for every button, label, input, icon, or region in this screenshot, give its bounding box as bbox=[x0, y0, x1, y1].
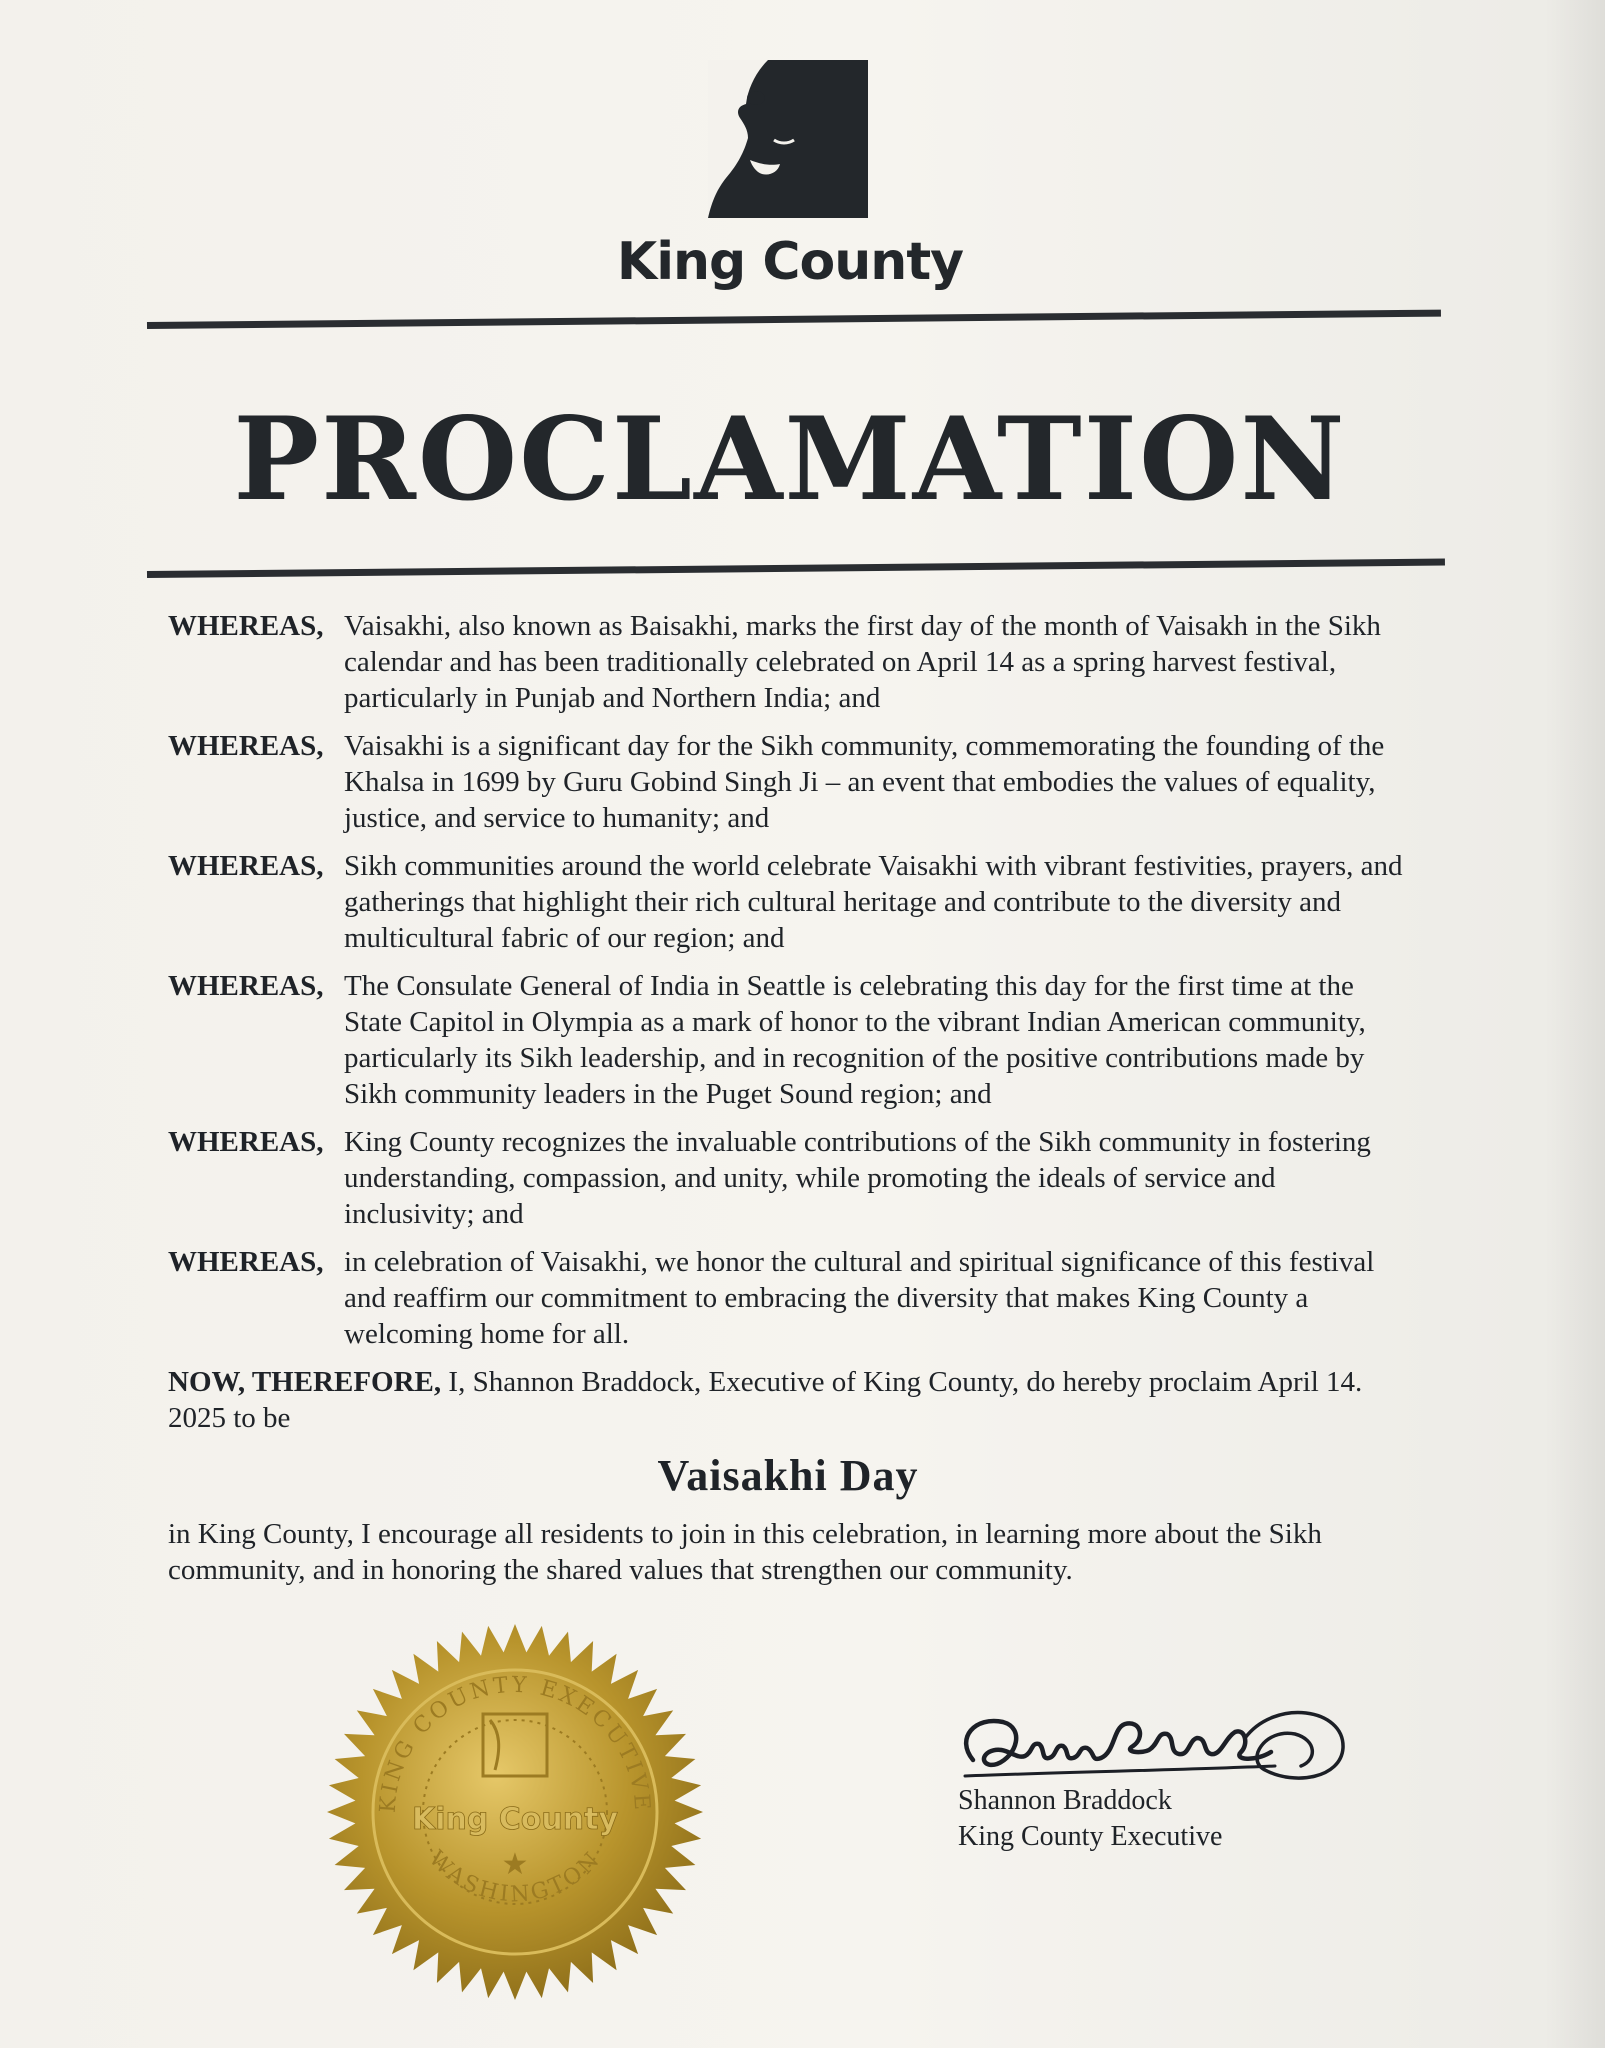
clause-text: The Consulate General of India in Seattle is celebrating this day for the first time at the State Capitol in Olympia as a mark of honor to the vibrant Indian American community, particularly its Sikh leadership, and in recognition of the positive contributions made by Sikh community leaders in the Puget Sound region; and bbox=[344, 970, 1366, 1110]
seal-top-text: KING COUNTY EXECUTIVE bbox=[375, 1672, 655, 1814]
top-divider bbox=[147, 310, 1441, 329]
now-therefore-keyword: NOW, THEREFORE, bbox=[168, 1366, 442, 1398]
clause-keyword: WHEREAS, bbox=[168, 1246, 324, 1278]
clause-keyword: WHEREAS, bbox=[168, 610, 324, 642]
seal-bottom-text: WASHINGTON bbox=[423, 1846, 607, 1908]
whereas-clause bbox=[168, 728, 1408, 836]
clause-text: Vaisakhi, also known as Baisakhi, marks the first day of the month of Vaisakh in the Sikh calendar and has been traditionally celebrated on April 14 as a spring harvest festival, particularly in Punjab and Northern India; and bbox=[344, 610, 1381, 714]
closing-paragraph: in King County, I encourage all residents to join in this celebration, in learning more about the Sikh community, and in honoring the shared values that strengthen our community. bbox=[168, 1518, 1322, 1586]
paper-edge-shadow bbox=[1545, 0, 1605, 2048]
gold-seal-icon bbox=[325, 1622, 705, 2002]
proclamation-body bbox=[168, 608, 1408, 1588]
seal-center-text: King County bbox=[411, 1802, 619, 1837]
seal-star-icon: ★ bbox=[501, 1847, 529, 1882]
now-therefore-paragraph bbox=[168, 1364, 1408, 1436]
signatory-block bbox=[958, 1783, 1222, 1855]
whereas-clause bbox=[168, 1244, 1408, 1352]
clause-text: King County recognizes the invaluable contributions of the Sikh community in fostering understanding, compassion, and unity, while promoting the ideals of service and inclusivity; and bbox=[344, 1126, 1371, 1230]
signatory-title: King County Executive bbox=[958, 1821, 1223, 1852]
logo-wordmark: King County bbox=[616, 232, 964, 292]
now-therefore-text: I, Shannon Braddock, Executive of King County, do hereby proclaim April 14. 2025 to be bbox=[168, 1366, 1363, 1434]
page-title: PROCLAMATION bbox=[233, 392, 1347, 526]
signature-icon bbox=[945, 1668, 1365, 1798]
clause-text: Vaisakhi is a significant day for the Sikh community, commemorating the founding of the Khalsa in 1699 by Guru Gobind Singh Ji – an event that embodies the values of equality, justice, and service to humanity; and bbox=[344, 730, 1385, 834]
clause-keyword: WHEREAS, bbox=[168, 850, 324, 882]
whereas-clause bbox=[168, 968, 1408, 1112]
clause-keyword: WHEREAS, bbox=[168, 730, 324, 762]
bottom-divider bbox=[147, 559, 1445, 578]
clause-keyword: WHEREAS, bbox=[168, 1126, 324, 1158]
king-county-logo-icon bbox=[708, 60, 868, 218]
whereas-clause bbox=[168, 1124, 1408, 1232]
proclaimed-day-title: Vaisakhi Day bbox=[657, 1451, 919, 1500]
clause-text: Sikh communities around the world celebrate Vaisakhi with vibrant festivities, prayers, and gatherings that highlight their rich cultural heritage and contribute to the diversity and multicultural fabric of our region; and bbox=[344, 850, 1403, 954]
clause-text: in celebration of Vaisakhi, we honor the cultural and spiritual significance of this festival and reaffirm our commitment to embracing the diversity that makes King County a welcoming home for all. bbox=[344, 1246, 1375, 1350]
signatory-name: Shannon Braddock bbox=[958, 1785, 1172, 1816]
whereas-clause bbox=[168, 848, 1408, 956]
whereas-clause bbox=[168, 608, 1408, 716]
clause-keyword: WHEREAS, bbox=[168, 970, 324, 1002]
